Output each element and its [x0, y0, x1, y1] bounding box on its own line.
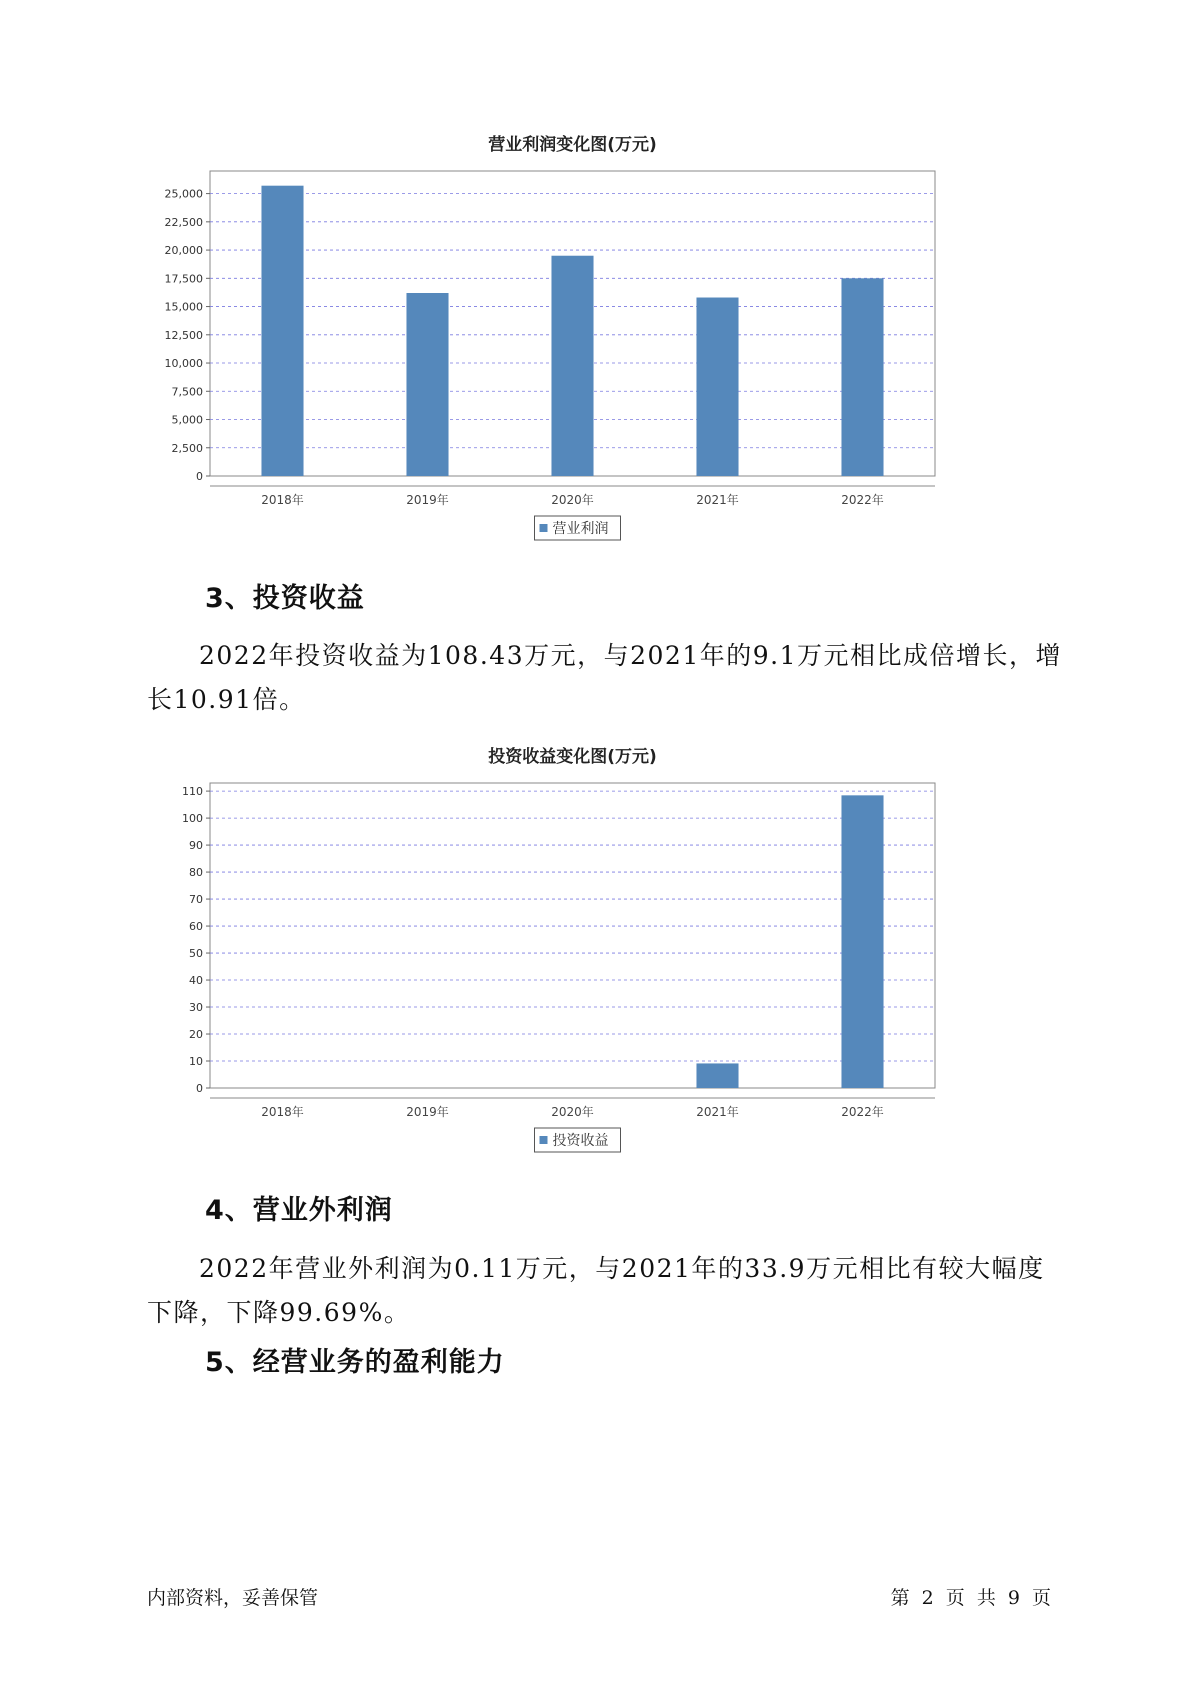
- x-tick-label: 2021年: [696, 493, 739, 507]
- bar: [841, 795, 883, 1088]
- y-tick-label: 0: [196, 470, 203, 483]
- operating-profit-chart-svg: [150, 128, 1050, 558]
- x-tick-label: 2022年: [841, 1105, 884, 1119]
- bar: [551, 256, 593, 476]
- y-tick-label: 30: [189, 1001, 203, 1015]
- y-tick-label: 70: [189, 893, 203, 907]
- y-tick-label: 20,000: [164, 244, 203, 258]
- y-tick-label: 0: [196, 1082, 203, 1095]
- footer-page-number: 第 2 页 共 9 页: [890, 1587, 1051, 1609]
- bar: [696, 1063, 738, 1088]
- y-tick-label: 60: [189, 920, 203, 934]
- bar: [261, 186, 303, 476]
- y-tick-label: 10: [189, 1055, 203, 1069]
- y-tick-label: 50: [189, 947, 203, 961]
- plot-area: [210, 783, 935, 1088]
- y-tick-label: 7,500: [171, 385, 203, 399]
- y-tick-label: 17,500: [164, 272, 203, 286]
- legend-label: 投资收益: [552, 1133, 609, 1149]
- y-tick-label: 10,000: [164, 357, 203, 371]
- investment-income-paragraph: 2022年投资收益为108.43万元，与2021年的9.1万元相比成倍增长，增长10.91倍。: [147, 641, 1062, 714]
- bar: [696, 298, 738, 476]
- x-tick-label: 2019年: [406, 493, 449, 507]
- chart-title: 营业利润变化图(万元): [488, 135, 657, 155]
- operating-profit-chart: [150, 128, 1050, 558]
- y-tick-label: 22,500: [164, 215, 203, 229]
- x-tick-label: 2020年: [551, 1105, 594, 1119]
- section-heading-investment-income: 3、投资收益: [205, 583, 365, 614]
- section-heading-business-profitability: 5、经营业务的盈利能力: [205, 1347, 505, 1378]
- investment-income-chart-svg: [150, 740, 1050, 1170]
- legend-swatch: [540, 524, 548, 532]
- y-tick-label: 20: [189, 1028, 203, 1042]
- y-tick-label: 80: [189, 866, 203, 880]
- y-tick-label: 15,000: [164, 300, 203, 314]
- y-tick-label: 110: [182, 785, 203, 799]
- y-tick-label: 5,000: [171, 413, 203, 427]
- x-tick-label: 2019年: [406, 1105, 449, 1119]
- y-tick-label: 90: [189, 839, 203, 853]
- y-tick-label: 12,500: [164, 328, 203, 342]
- legend-label: 营业利润: [552, 521, 609, 537]
- y-tick-label: 40: [189, 974, 203, 988]
- x-tick-label: 2022年: [841, 493, 884, 507]
- y-tick-label: 100: [182, 812, 203, 826]
- bar: [841, 278, 883, 476]
- x-tick-label: 2021年: [696, 1105, 739, 1119]
- section-heading-non-operating-profit: 4、营业外利润: [205, 1195, 393, 1226]
- x-tick-label: 2018年: [261, 1105, 304, 1119]
- bar: [406, 293, 448, 476]
- footer-confidential-note: 内部资料，妥善保管: [147, 1587, 319, 1609]
- y-tick-label: 2,500: [171, 441, 203, 455]
- legend-swatch: [540, 1136, 548, 1144]
- investment-income-chart: [150, 740, 1050, 1170]
- chart-title: 投资收益变化图(万元): [488, 747, 657, 767]
- x-tick-label: 2018年: [261, 493, 304, 507]
- x-tick-label: 2020年: [551, 493, 594, 507]
- non-operating-profit-paragraph: 2022年营业外利润为0.11万元，与2021年的33.9万元相比有较大幅度下降，下降99.69%。: [147, 1254, 1045, 1327]
- y-tick-label: 25,000: [164, 187, 203, 201]
